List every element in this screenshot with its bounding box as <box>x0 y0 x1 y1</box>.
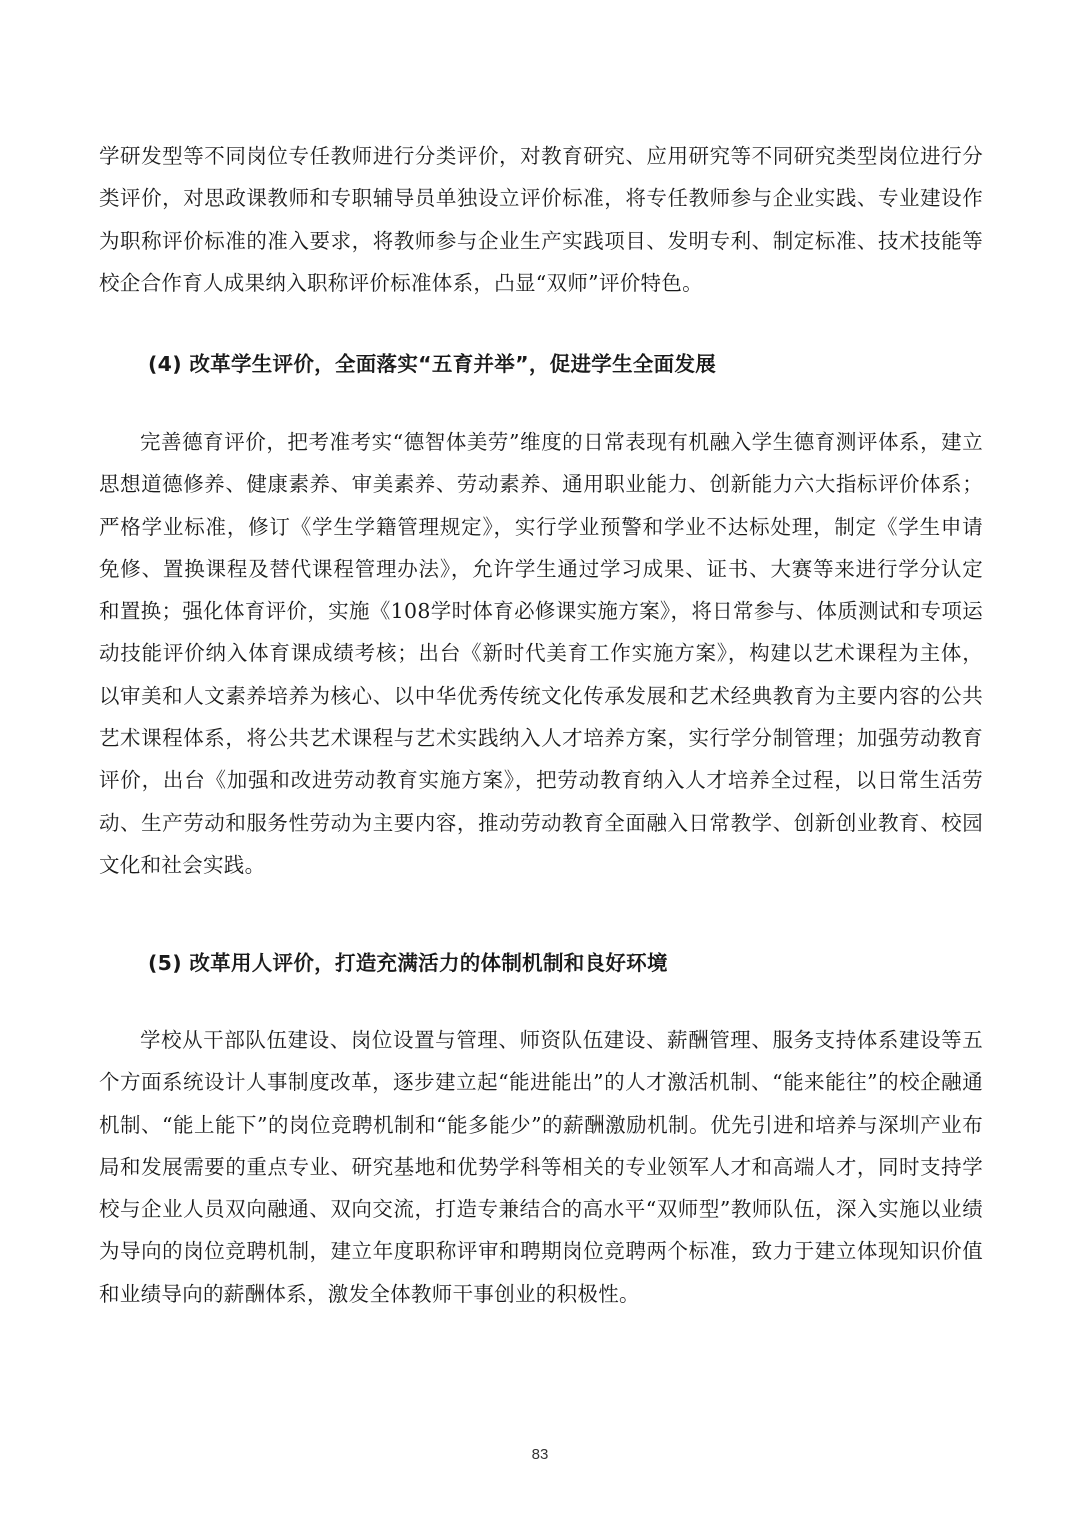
body-paragraph-staff-evaluation: 学校从干部队伍建设、岗位设置与管理、师资队伍建设、薪酬管理、服务支持体系建设等五个方面系统设计人事制度改革，逐步建立起“能进能出”的人才激活机制、“能来能往”的校企融通机制、“能上能下”的岗位竞聘机制和“能多能少”的薪酬激励机制。优先引进和培养与深圳产业布局和发展需要的重点专业、研究基地和优势学科等相关的专业领军人才和高端人才，同时支持学校与企业人员双向融通、双向交流，打造专兼结合的高水平“双师型”教师队伍，深入实施以业绩为导向的岗位竞聘机制，建立年度职称评审和聘期岗位竞聘两个标准，致力于建立体现知识价值和业绩导向的薪酬体系，激发全体教师干事创业的积极性。 <box>99 1028 983 1306</box>
page-number: 83 <box>531 1446 549 1463</box>
body-paragraph-continuation: 学研发型等不同岗位专任教师进行分类评价，对教育研究、应用研究等不同研究类型岗位进行分类评价，对思政课教师和专职辅导员单独设立评价标准，将专任教师参与企业实践、专业建设作为职称评价标准的准入要求，将教师参与企业生产实践项目、发明专利、制定标准、技术技能等校企合作育人成果纳入职称评价标准体系，凸显“双师”评价特色。 <box>99 144 983 295</box>
section-heading-student-evaluation: (4) 改革学生评价，全面落实“五育并举”，促进学生全面发展 <box>148 352 717 376</box>
section-heading-staff-evaluation: (5) 改革用人评价，打造充满活力的体制机制和良好环境 <box>148 951 668 975</box>
body-paragraph-student-evaluation: 完善德育评价，把考准考实“德智体美劳”维度的日常表现有机融入学生德育测评体系，建立思想道德修养、健康素养、审美素养、劳动素养、通用职业能力、创新能力六大指标评价体系；严格学业标准，修订《学生学籍管理规定》，实行学业预警和学业不达标处理，制定《学生申请免修、置换课程及替代课程管理办法》，允许学生通过学习成果、证书、大赛等来进行学分认定和置换；强化体育评价，实施《108学时体育必修课实施方案》，将日常参与、体质测试和专项运动技能评价纳入体育课成绩考核；出台《新时代美育工作实施方案》，构建以艺术课程为主体，以审美和人文素养培养为核心、以中华优秀传统文化传承发展和艺术经典教育为主要内容的公共艺术课程体系，将公共艺术课程与艺术实践纳入人才培养方案，实行学分制管理；加强劳动教育评价，出台《加强和改进劳动教育实施方案》，把劳动教育纳入人才培养全过程，以日常生活劳动、生产劳动和服务性劳动为主要内容，推动劳动教育全面融入日常教学、创新创业教育、校园文化和社会实践。 <box>99 430 983 877</box>
